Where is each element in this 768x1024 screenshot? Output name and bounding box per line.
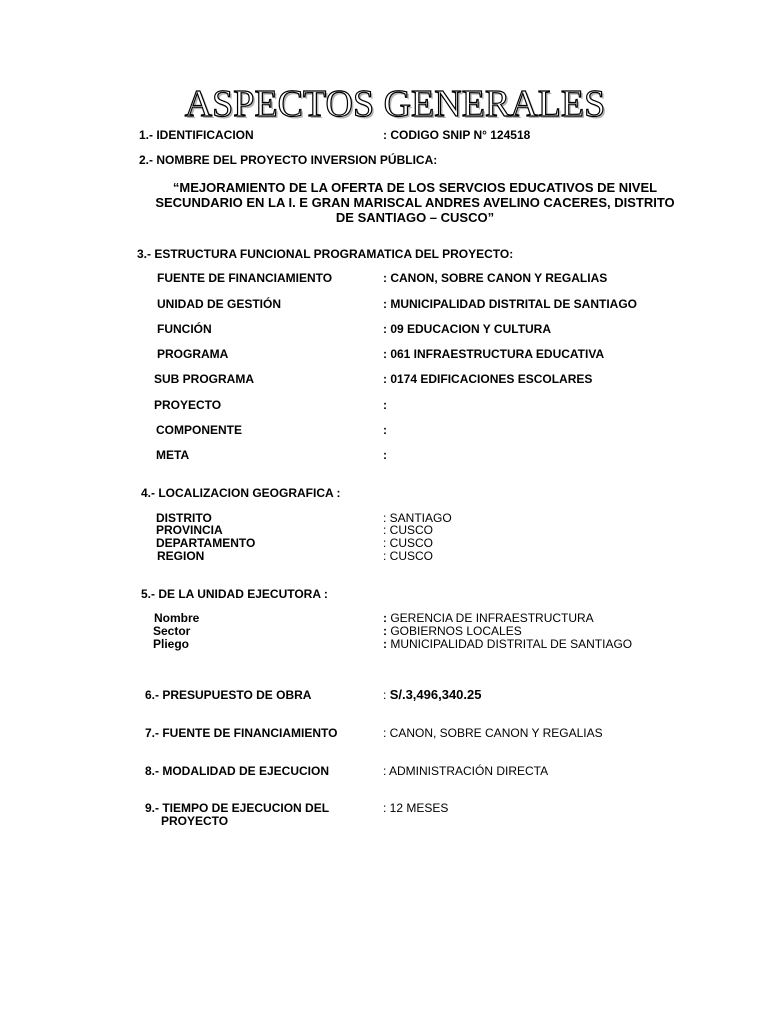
unidad-ejecutora-colon-sector: : bbox=[383, 624, 387, 638]
estructura-label-unidad-gestion: UNIDAD DE GESTIÓN bbox=[157, 297, 282, 311]
localizacion-heading: 4.- LOCALIZACION GEOGRAFICA : bbox=[141, 486, 341, 500]
fuente-value: : CANON, SOBRE CANON Y REGALIAS bbox=[383, 726, 603, 740]
estructura-value-fuente: : CANON, SOBRE CANON Y REGALIAS bbox=[383, 271, 608, 285]
page-title: ASPECTOS GENERALES bbox=[184, 83, 606, 125]
presupuesto-label: 6.- PRESUPUESTO DE OBRA bbox=[145, 688, 312, 702]
estructura-label-programa: PROGRAMA bbox=[157, 347, 229, 361]
unidad-ejecutora-text-sector: GOBIERNOS LOCALES bbox=[387, 624, 522, 638]
estructura-label-proyecto: PROYECTO bbox=[154, 398, 222, 412]
localizacion-label-provincia: PROVINCIA bbox=[156, 523, 223, 537]
estructura-value-sub-programa: : 0174 EDIFICACIONES ESCOLARES bbox=[383, 372, 593, 386]
estructura-label-componente: COMPONENTE bbox=[156, 423, 243, 437]
unidad-ejecutora-text-nombre: GERENCIA DE INFRAESTRUCTURA bbox=[387, 611, 594, 625]
estructura-label-meta: META bbox=[156, 448, 190, 462]
estructura-value-meta: : bbox=[383, 448, 387, 462]
modalidad-label: 8.- MODALIDAD DE EJECUCION bbox=[145, 764, 330, 778]
unidad-ejecutora-value-pliego bbox=[383, 638, 632, 651]
nombre-proyecto-label: 2.- NOMBRE DEL PROYECTO INVERSION PÚBLICA: bbox=[139, 153, 438, 167]
localizacion-value-region: : CUSCO bbox=[383, 549, 434, 563]
estructura-label-sub-programa: SUB PROGRAMA bbox=[154, 372, 255, 386]
unidad-ejecutora-label-sector: Sector bbox=[153, 624, 191, 638]
estructura-heading: 3.- ESTRUCTURA FUNCIONAL PROGRAMATICA DEL PROYECTO: bbox=[137, 247, 514, 261]
fuente-label: 7.- FUENTE DE FINANCIAMIENTO bbox=[145, 726, 338, 740]
localizacion-label-departamento: DEPARTAMENTO bbox=[156, 536, 256, 550]
unidad-ejecutora-colon-pliego: : bbox=[383, 637, 387, 651]
unidad-ejecutora-heading: 5.- DE LA UNIDAD EJECUTORA : bbox=[141, 587, 328, 601]
estructura-value-proyecto: : bbox=[383, 398, 387, 412]
presupuesto-value bbox=[383, 688, 482, 702]
tiempo-label-line1: 9.- TIEMPO DE EJECUCION DEL bbox=[145, 801, 330, 815]
localizacion-value-distrito: : SANTIAGO bbox=[383, 511, 452, 525]
estructura-value-unidad-gestion: : MUNICIPALIDAD DISTRITAL DE SANTIAGO bbox=[383, 297, 637, 311]
estructura-value-funcion: : 09 EDUCACION Y CULTURA bbox=[383, 322, 552, 336]
estructura-label-funcion: FUNCIÓN bbox=[157, 322, 212, 336]
tiempo-value: : 12 MESES bbox=[383, 801, 449, 815]
unidad-ejecutora-label-pliego: Pliego bbox=[153, 637, 190, 651]
estructura-value-programa: : 061 INFRAESTRUCTURA EDUCATIVA bbox=[383, 347, 605, 361]
unidad-ejecutora-text-pliego: MUNICIPALIDAD DISTRITAL DE SANTIAGO bbox=[387, 637, 633, 651]
modalidad-value: : ADMINISTRACIÓN DIRECTA bbox=[383, 764, 549, 778]
project-name: “MEJORAMIENTO DE LA OFERTA DE LOS SERVCIOS EDUCATIVOS DE NIVEL SECUNDARIO EN LA I. E GRAN MARISCAL ANDRES AVELINO CACERES, DISTRITO DE SANTIAGO – CUSCO” bbox=[155, 180, 675, 225]
estructura-value-componente: : bbox=[383, 423, 387, 437]
localizacion-value-provincia: : CUSCO bbox=[383, 523, 434, 537]
tiempo-label-line2: PROYECTO bbox=[161, 814, 229, 828]
estructura-label-fuente: FUENTE DE FINANCIAMIENTO bbox=[157, 271, 333, 285]
presupuesto-colon: : bbox=[383, 688, 387, 702]
identificacion-label: 1.- IDENTIFICACION bbox=[139, 128, 254, 142]
presupuesto-amount: S/.3,496,340.25 bbox=[389, 687, 482, 702]
unidad-ejecutora-label-nombre: Nombre bbox=[154, 611, 200, 625]
localizacion-label-region: REGION bbox=[157, 549, 205, 563]
identificacion-value: : CODIGO SNIP N° 124518 bbox=[383, 128, 531, 142]
localizacion-value-departamento: : CUSCO bbox=[383, 536, 434, 550]
unidad-ejecutora-colon-nombre: : bbox=[383, 611, 387, 625]
localizacion-label-distrito: DISTRITO bbox=[156, 511, 212, 525]
